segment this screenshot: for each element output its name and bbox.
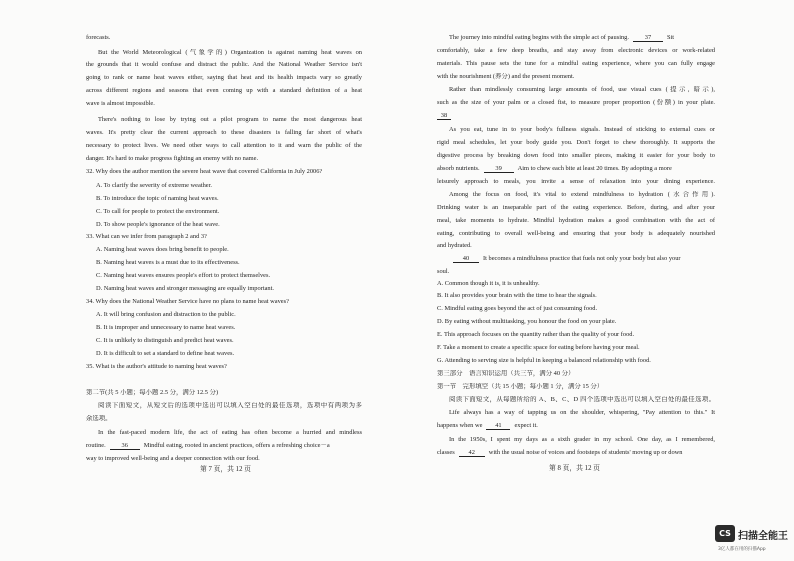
answer-blank: 37	[633, 34, 663, 42]
text-line: soul.	[437, 268, 450, 275]
text-line: materials. This pause sets the tune for a mindful eating experience, where you can fully engage	[437, 60, 715, 67]
text-line: leisurely approach to meals, you invite a sense of relaxation into your dining experience.	[437, 178, 715, 185]
text-line: D. It is difficult to set a standard to define heat waves.	[96, 350, 235, 357]
text-line: In the fast-paced modern life, the act of eating has often become a hurried and mindless	[98, 429, 362, 436]
text-line: 32. Why does the author mention the severe heat wave that covered California in July 2006?	[86, 168, 323, 175]
text-line: way to improved well-being and a deeper connection with our food.	[86, 455, 260, 462]
text-line: A. It will bring confusion and distraction to the public.	[96, 311, 236, 318]
text-line-with-blank	[437, 422, 637, 430]
text-line: Drinking water is an inseparable part of the eating experience. Before, during, and after your	[437, 204, 715, 211]
text-line-with-blank	[437, 165, 715, 173]
text-line: 阅读下面短文，从每题所给的 A、B、C、D 四个选项中选出可以填入空白处的最佳选项。	[449, 396, 715, 403]
text-line: Among the focus on food, it's vital to extend mindfulness to hydration (水合作用).	[449, 191, 715, 198]
camscanner-tagline: 3亿人都在用的扫描App	[718, 547, 766, 552]
text-after: It becomes a mindfulness practice that fuels not only your body but also your	[483, 255, 681, 262]
answer-blank: 36	[110, 442, 140, 450]
text-after: expect it.	[514, 422, 538, 429]
answer-blank: 41	[486, 422, 510, 430]
text-line: across different regions and seasons that even coming up with a standard definition of a heat	[86, 87, 362, 94]
text-line: comfortably, take a few deep breaths, and stay away from electronic devices or work-related	[437, 47, 715, 54]
text-line: with the nourishment (养分) and the present moment.	[437, 73, 575, 80]
text-line: E. This approach focuses on the quantity rather than the quality of your food.	[437, 331, 635, 338]
text-line-with-blank	[449, 255, 715, 263]
text-after: Aim to chew each bite at least 20 times. By adopting a more	[517, 165, 672, 172]
text-line: the grounds that it would confuse and distract the public. And the National Weather Service isn't	[86, 61, 362, 68]
text-line: Life always has a way of tapping us on the shoulder, whispering, "Pay attention to this." It	[449, 409, 715, 416]
text-after: Sit	[666, 34, 675, 41]
text-line: meal, take moments to hydrate. Mindful hydration makes a good combination with the act of	[437, 217, 715, 224]
text-line: But the World Meteorological (气象学的) Organization is against naming heat waves on	[98, 49, 362, 56]
text-line: rigid meal schedules, let your body guide you. Don't forget to chew thoroughly. It supports the	[437, 139, 715, 146]
text-line: A. Common though it is, it is unhealthy.	[437, 280, 540, 287]
answer-blank: 42	[459, 449, 485, 457]
text-line: C. Naming heat waves ensures people's effort to protect themselves.	[96, 272, 271, 279]
text-line-with-blank	[449, 34, 715, 42]
text-line: C. Mindful eating goes beyond the act of just consuming food.	[437, 305, 598, 312]
text-line: A. Naming heat waves does bring benefit to people.	[96, 246, 229, 253]
text-before: absorb nutrients.	[437, 165, 480, 172]
text-line: As you eat, tune in to your body's fullness signals. Instead of sticking to external cues or	[449, 126, 715, 133]
text-line: B. Naming heat waves is a must due to its effectiveness.	[96, 259, 240, 266]
text-line-with-blank	[437, 449, 715, 457]
text-line: 阅读下面短文，从短文后的选项中选出可以填入空白处的最佳选项，选项中有两项为多	[98, 402, 362, 409]
text-before: The journey into mindful eating begins with the simple act of pausing.	[449, 34, 629, 41]
text-line: Rather than mindlessly consuming large amounts of food, use visual cues (提示, 暗示),	[449, 86, 715, 93]
text-line: A. To clarify the severity of extreme weather.	[96, 182, 213, 189]
text-line: eating, contributing to overall well-being and ensuring that your body is adequately nourished	[437, 230, 715, 237]
text-line: D. Naming heat waves and stronger messaging are equally important.	[96, 285, 274, 292]
page-number: 第 7 页，共 12 页	[200, 466, 251, 473]
text-line: B. To introduce the topic of naming heat waves.	[96, 195, 219, 202]
text-line: 35. What is the author's attitude to naming heat waves?	[86, 363, 227, 370]
text-before: happens when we	[437, 422, 483, 429]
text-line: C. To call for people to protect the environment.	[96, 208, 220, 215]
page-number: 第 8 页，共 12 页	[549, 465, 600, 472]
text-line: D. To show people's ignorance of the heat wave.	[96, 221, 220, 228]
text-line: B. It also provides your brain with the time to hear the signals.	[437, 292, 597, 299]
text-line: 第一节 完形填空（共 15 小题；每小题 1 分，满分 15 分）	[437, 383, 604, 390]
answer-blank: 38	[437, 112, 451, 120]
camscanner-logo-icon: CS	[715, 525, 735, 542]
text-line: C. It is unlikely to distinguish and predict heat waves.	[96, 337, 234, 344]
text-line: 第三部分 语言知识运用（共三节，满分 40 分）	[437, 370, 575, 377]
text-line: forecasts.	[86, 34, 111, 41]
text-line: danger. It's hard to make progress fighting an enemy with no name.	[86, 155, 259, 162]
text-before: classes	[437, 449, 455, 456]
text-line: 第二节(共 5 小题；每小题 2.5 分，满分 12.5 分)	[86, 389, 219, 396]
text-line: In the 1950s, I spent my days as a sixth grader in my school. One day, as I remembered,	[449, 436, 715, 443]
text-line: B. It is improper and unnecessary to name heat waves.	[96, 324, 236, 331]
text-line: wave is almost impossible.	[86, 100, 155, 107]
text-line: G. Attending to serving size is helpful in keeping a balanced relationship with food.	[437, 357, 651, 364]
text-line: There's nothing to lose by trying out a pilot program to name the most dangerous heat	[98, 116, 362, 123]
text-line: waves. It's pretty clear the current approach to these disasters is falling far short of what's	[86, 129, 362, 136]
text-line: and hydrated.	[437, 242, 472, 249]
text-line: such as the size of your palm or a closed fist, to measure proper proportion (份额) in your plate.	[437, 99, 715, 106]
text-line: going to rank or name heat waves either, saying that heat and its health impacts vary so greatly	[86, 74, 362, 81]
right-page	[397, 0, 794, 561]
text-after: with the usual noise of voices and footsteps of students' moving up or down	[488, 449, 683, 456]
text-line-with-blank	[86, 442, 362, 450]
text-line: D. By eating without multitasking, you honour the food on your plate.	[437, 318, 617, 325]
camscanner-brand: 扫描全能王	[738, 531, 788, 542]
text-after: Mindful eating, rooted in ancient practices, offers a refreshing choice－a	[143, 442, 330, 449]
text-line: necessary to protect lives. We need other ways to call attention to it and warn the public of the	[86, 142, 362, 149]
answer-blank: 39	[484, 165, 514, 173]
text-line: 33. What can we infer from paragraph 2 and 3?	[86, 233, 207, 240]
text-line: digestive process by breaking down food into smaller pieces, making it easier for your body to	[437, 152, 715, 159]
text-line: 34. Why does the National Weather Service have no plans to name heat waves?	[86, 298, 289, 305]
text-line: F. Take a moment to create a specific space for eating before having your meal.	[437, 344, 640, 351]
answer-blank: 40	[453, 255, 479, 263]
text-before: routine.	[86, 442, 106, 449]
text-line: 余选项。	[86, 415, 112, 422]
